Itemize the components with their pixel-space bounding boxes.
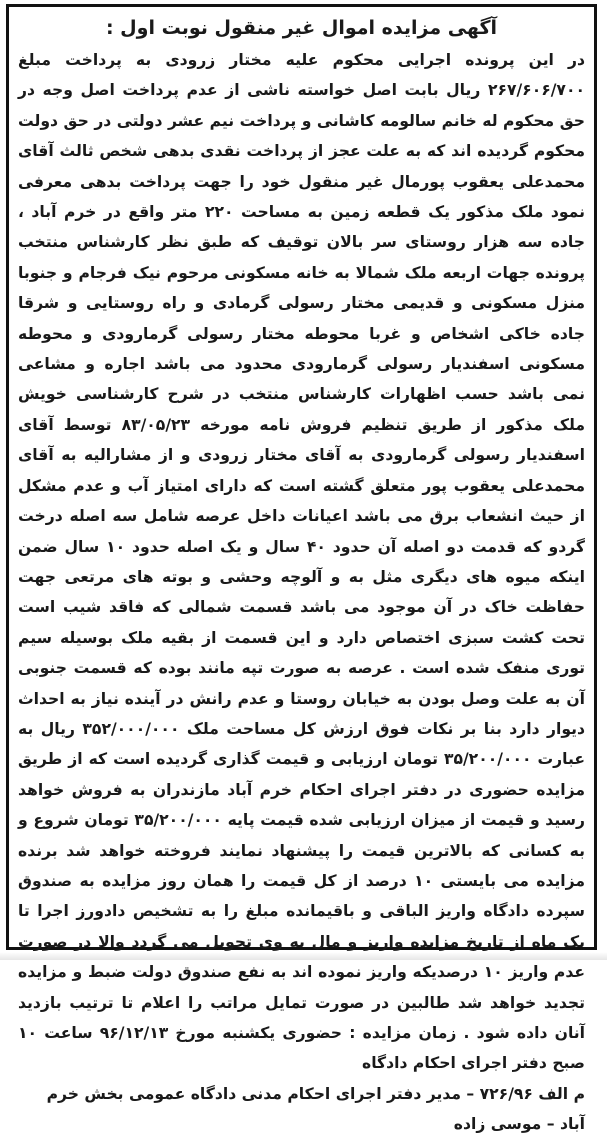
notice-footer: م الف ۷۲۶/۹۶ – مدیر دفتر اجرای احکام مدنی دادگاه عمومی بخش خرم آباد – موسی زاده (46, 1084, 585, 1133)
notice-title: آگهی مزایده اموال غیر منقول نوبت اول : (105, 17, 498, 39)
page-bottom-strip (0, 952, 607, 960)
notice-body: در این پرونده اجرایی محکوم علیه مختار زرودی به پرداخت مبلغ ۲۶۷/۶۰۶/۷۰۰ ریال بابت اصل خواسته ناشی از عدم پرداخت اصل وجه در حق محکوم له خانم سالومه کاشانی و پرداخت نیم عشر دولتی در حق دولت محکوم گردیده اند که به علت عجز از پرداخت نقدی بدهی شخص ثالث آقای محمدعلی یعقوب پورمال غیر منقول خود را جهت پرداخت بدهی معرفی نمود ملک مذکور یک قطعه زمین به مساحت ۲۲۰ متر واقع در خرم آباد ، جاده سه هزار روستای سر بالان توقیف که طبق نظر کارشناس منتخب پرونده جهات اربعه ملک شمالا به خانه مسکونی مرحوم نیک فرجام و جنوبا منزل مسکونی و قدیمی مختار رسولی گرمادی و راه روستایی و شرقا جاده خاکی اشخاص و غربا محوطه مختار رسولی گرمارودی و محوطه مسکونی اسفندیار رسولی گرمارودی محدود می باشد اجاره و مشاعی نمی باشد حسب اظهارات کارشناس منتخب در شرح کارشناسی خویش ملک مذکور از طریق تنظیم فروش نامه مورخه ۸۳/۰۵/۲۳ توسط آقای اسفندیار رسولی گرمارودی به آقای مختار زرودی و از مشارالیه به آقای محمدعلی یعقوب پور متعلق گشته است که دارای امتیاز آب و عدم مشکل از حیث انشعاب برق می باشد اعیانات داخل عرصه شامل سه اصله درخت گردو که قدمت دو اصله آن حدود ۴۰ سال و یک اصله حدود ۱۰ سال ضمن اینکه میوه های دیگری مثل به و آلوچه وحشی و بوته های مرتعی جهت حفاظت خاک در آن موجود می باشد قسمت شمالی که فاقد شیب است تحت کشت سبزی اختصاص دارد و این قسمت از بقیه ملک بوسیله سیم توری منفک شده است . عرصه به صورت تپه مانند بوده که قسمت جنوبی آن به علت وصل بودن به خیابان روستا و عدم رانش در آینده نیاز به احداث دیوار دارد بنا بر نکات فوق ارزش کل مساحت ملک ۳۵۲/۰۰۰/۰۰۰ ریال به عبارت ۳۵/۲۰۰/۰۰۰ تومان ارزیابی و قیمت گذاری گردیده است که از طریق مزایده حضوری در دفتر اجرای احکام خرم آباد مازندران به فروش خواهد رسید و قیمت از میزان ارزیابی شده قیمت پایه ۳۵/۲۰۰/۰۰۰ تومان شروع و به کسانی که بالاترین قیمت را پیشنهاد نمایند فروخته خواهد شد برنده مزایده می بایستی ۱۰ درصد از کل قیمت را همان روز مزایده به صندوق سپرده دادگاه واریز الباقی و باقیمانده مبلغ را به تشخیص دادورز اجرا تا یک ماه از تاریخ مزایده واریز و مال به وی تحویل می گردد والا در صورت عدم واریز ۱۰ درصدیکه واریز نموده اند به نفع صندوق دولت ضبط و مزایده تجدید خواهد شد طالبین در صورت تمایل مراتب را اعلام تا ترتیب بازدید آنان داده شود . زمان مزایده : حضوری یکشنبه مورخ ۹۶/۱۲/۱۳ ساعت ۱۰ صبح دفتر اجرای احکام دادگاه (18, 51, 586, 1073)
notice-frame (6, 4, 597, 1133)
